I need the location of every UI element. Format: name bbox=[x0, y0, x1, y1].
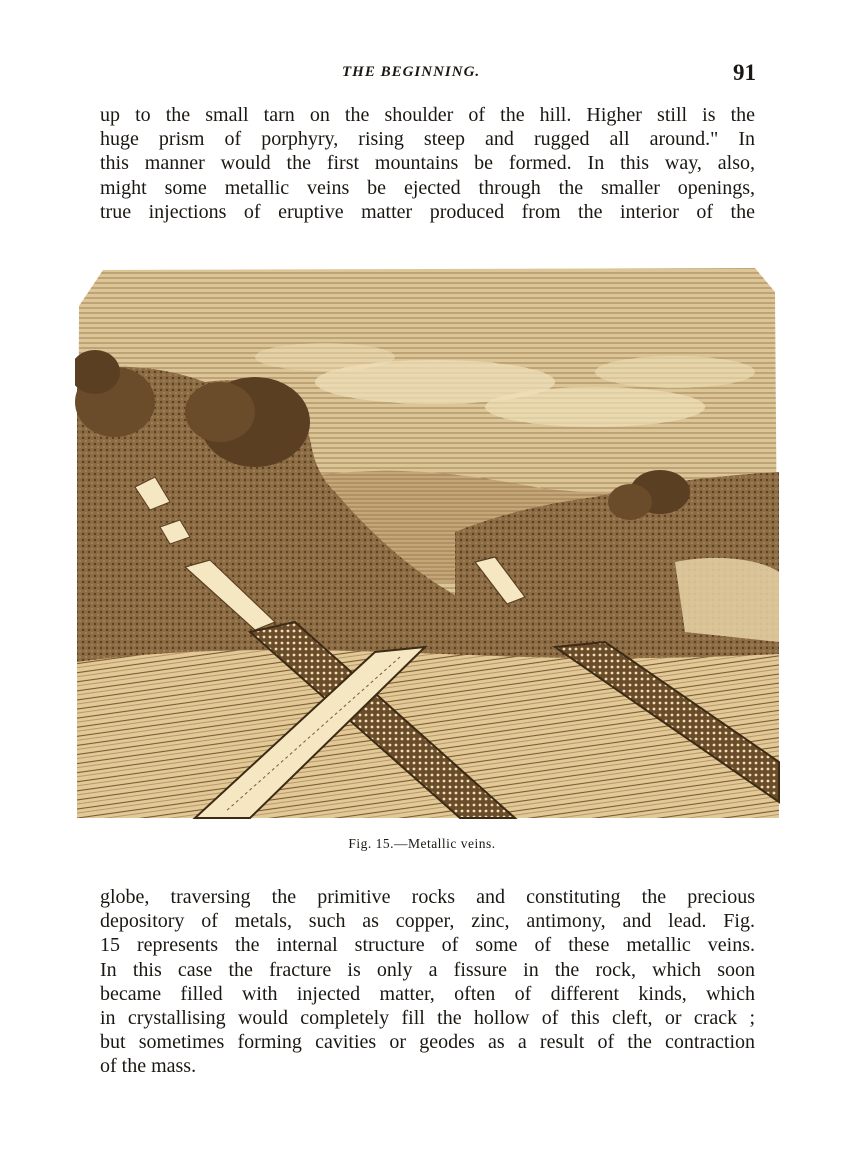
paragraph-line: huge prism of porphyry, rising steep and rugged all around." In bbox=[100, 128, 755, 151]
paragraph-line: true injections of eruptive matter produced from the interior of the bbox=[100, 200, 755, 223]
bottom-paragraph bbox=[100, 885, 755, 1079]
paragraph-line: 15 represents the internal structure of some of these metallic veins. bbox=[100, 934, 755, 957]
paragraph-line: globe, traversing the primitive rocks and constituting the precious bbox=[100, 886, 755, 908]
paragraph-line: of the mass. bbox=[100, 1055, 197, 1078]
paragraph-line: became filled with injected matter, often of different kinds, which bbox=[100, 982, 755, 1005]
paragraph-line: this manner would the first mountains be formed. In this way, also, bbox=[100, 152, 755, 175]
paragraph-line: might some metallic veins be ejected through the smaller openings, bbox=[100, 176, 755, 199]
running-head bbox=[100, 60, 760, 86]
stratified-rock bbox=[77, 650, 779, 818]
top-paragraph bbox=[100, 103, 755, 224]
figure-caption bbox=[0, 836, 850, 852]
running-title: THE BEGINNING. bbox=[342, 64, 481, 80]
caption-text: Fig. 15.—Metallic veins. bbox=[348, 836, 496, 851]
paragraph-line: but sometimes forming cavities or geodes as a result of the contraction bbox=[100, 1031, 755, 1054]
paragraph-line: depository of metals, such as copper, zinc, antimony, and lead. Fig. bbox=[100, 910, 755, 933]
paragraph-line: in crystallising would completely fill the hollow of this cleft, or crack ; bbox=[100, 1007, 755, 1030]
page-number: 91 bbox=[733, 60, 756, 85]
paragraph-line: In this case the fracture is only a fissure in the rock, which soon bbox=[100, 958, 755, 981]
engraving-illustration bbox=[75, 262, 781, 822]
paragraph-line: up to the small tarn on the shoulder of the hill. Higher still is the bbox=[100, 104, 755, 126]
metallic-veins-engraving bbox=[75, 262, 781, 822]
